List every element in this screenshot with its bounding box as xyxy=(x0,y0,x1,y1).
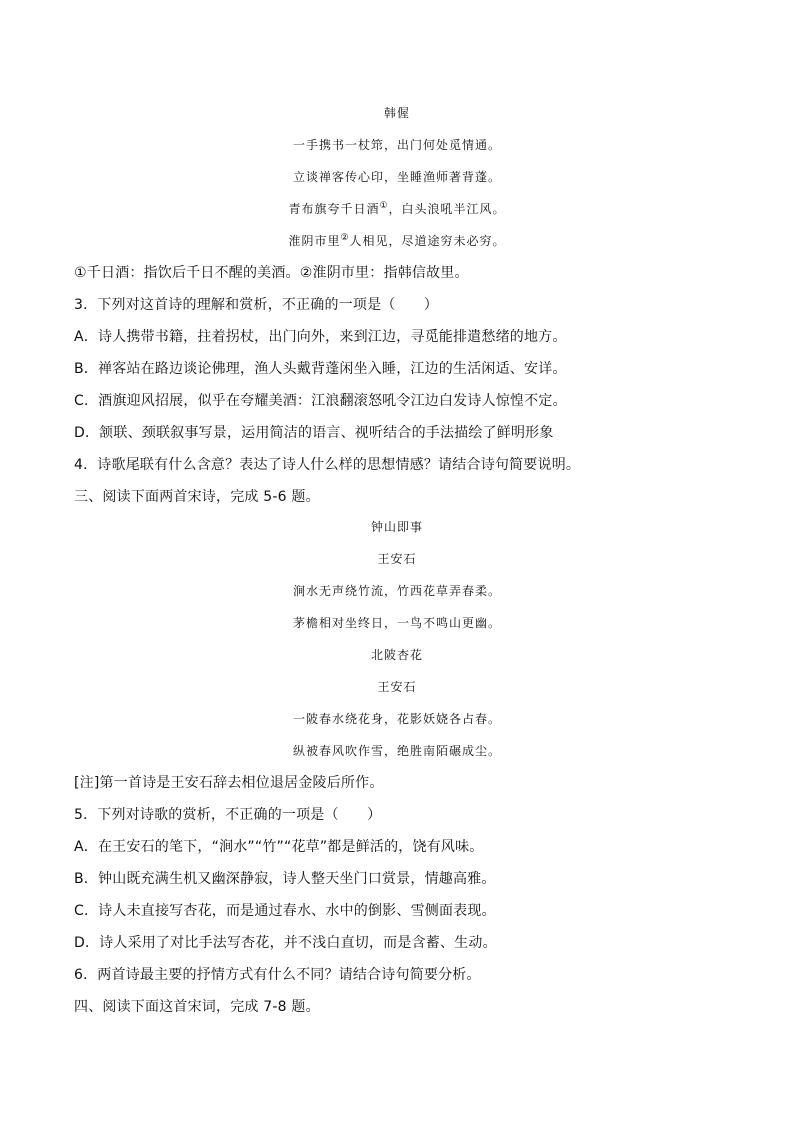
poem2-title: 钟山即事 xyxy=(370,520,423,534)
footnote-mark-2: ② xyxy=(340,233,350,243)
poem1-line-3 xyxy=(0,200,794,217)
poem1-line-3-a: 青布旗夸千日酒 xyxy=(288,202,380,216)
poem2-line-2: 茅檐相对坐终日，一鸟不鸣山更幽。 xyxy=(292,616,501,630)
question-5-stem: 5．下列对诗歌的赏析，不正确的一项是（ ） xyxy=(74,807,382,823)
question-3-option-d: D．颔联、颈联叙事写景，运用简洁的语言、视听结合的手法描绘了鲜明形象 xyxy=(74,425,554,441)
poem3-line-2: 纵被春风吹作雪，绝胜南陌碾成尘。 xyxy=(292,744,501,758)
question-5-option-d: D．诗人采用了对比手法写杏花，并不浅白直切，而是含蓄、生动。 xyxy=(74,935,497,951)
poem1-line-4-a: 淮阴市里 xyxy=(288,234,341,248)
section-3-heading: 三、阅读下面两首宋诗，完成 5-6 题。 xyxy=(74,489,320,505)
footnote-mark-1: ① xyxy=(379,201,389,211)
poem3-title: 北陂杏花 xyxy=(370,648,423,662)
question-3-option-c: C．酒旗迎风招展，似乎在夸耀美酒：江浪翻滚怒吼令江边白发诗人惊惶不定。 xyxy=(74,393,567,409)
question-5-option-b: B．钟山既充满生机又幽深静寂，诗人整天坐门口赏景，情趣高雅。 xyxy=(74,871,496,887)
poem1-line-4-b: 人相见，尽道途穷未必穷。 xyxy=(349,234,506,248)
question-6: 6．两首诗最主要的抒情方式有什么不同？请结合诗句简要分析。 xyxy=(74,967,481,983)
question-3-stem: 3．下列对这首诗的理解和赏析，不正确的一项是（ ） xyxy=(74,297,439,313)
poem1-note: ①千日酒：指饮后千日不醒的美酒。②淮阴市里：指韩信故里。 xyxy=(74,265,469,281)
poem1-line-1: 一手携书一杖筇，出门何处觅情通。 xyxy=(292,138,501,152)
section-4-heading: 四、阅读下面这首宋词，完成 7-8 题。 xyxy=(74,999,320,1015)
question-5-option-a: A．在王安石的笔下，“涧水”“竹”“花草”都是鲜活的，饶有风味。 xyxy=(74,839,484,855)
poem2-author: 王安石 xyxy=(377,552,417,566)
question-4: 4．诗歌尾联有什么含意？表达了诗人什么样的思想情感？请结合诗句简要说明。 xyxy=(74,457,581,473)
question-5-option-c: C．诗人未直接写杏花，而是通过春水、水中的倒影、雪侧面表现。 xyxy=(74,903,496,919)
poem2-line-1: 涧水无声绕竹流，竹西花草弄春柔。 xyxy=(292,584,501,598)
poem1-line-2: 立谈禅客传心印，坐睡渔师著背蓬。 xyxy=(292,170,501,184)
question-3-option-b: B．禅客站在路边谈论佛理，渔人头戴背蓬闲坐入睡，江边的生活闲适、安详。 xyxy=(74,361,567,377)
question-3-option-a: A．诗人携带书籍，拄着拐杖，出门向外，来到江边，寻觅能排遣愁绪的地方。 xyxy=(74,329,567,345)
poem3-author: 王安石 xyxy=(377,680,417,694)
poem1-line-3-b: ，白头浪吼半江风。 xyxy=(388,202,506,216)
poem1-line-4 xyxy=(0,232,794,249)
poem3-line-1: 一陂春水绕花身，花影妖娆各占春。 xyxy=(292,712,501,726)
poem1-author-title: 韩偓 xyxy=(383,106,410,120)
poem2-note: [注]第一首诗是王安石辞去相位退居金陵后所作。 xyxy=(74,775,384,791)
